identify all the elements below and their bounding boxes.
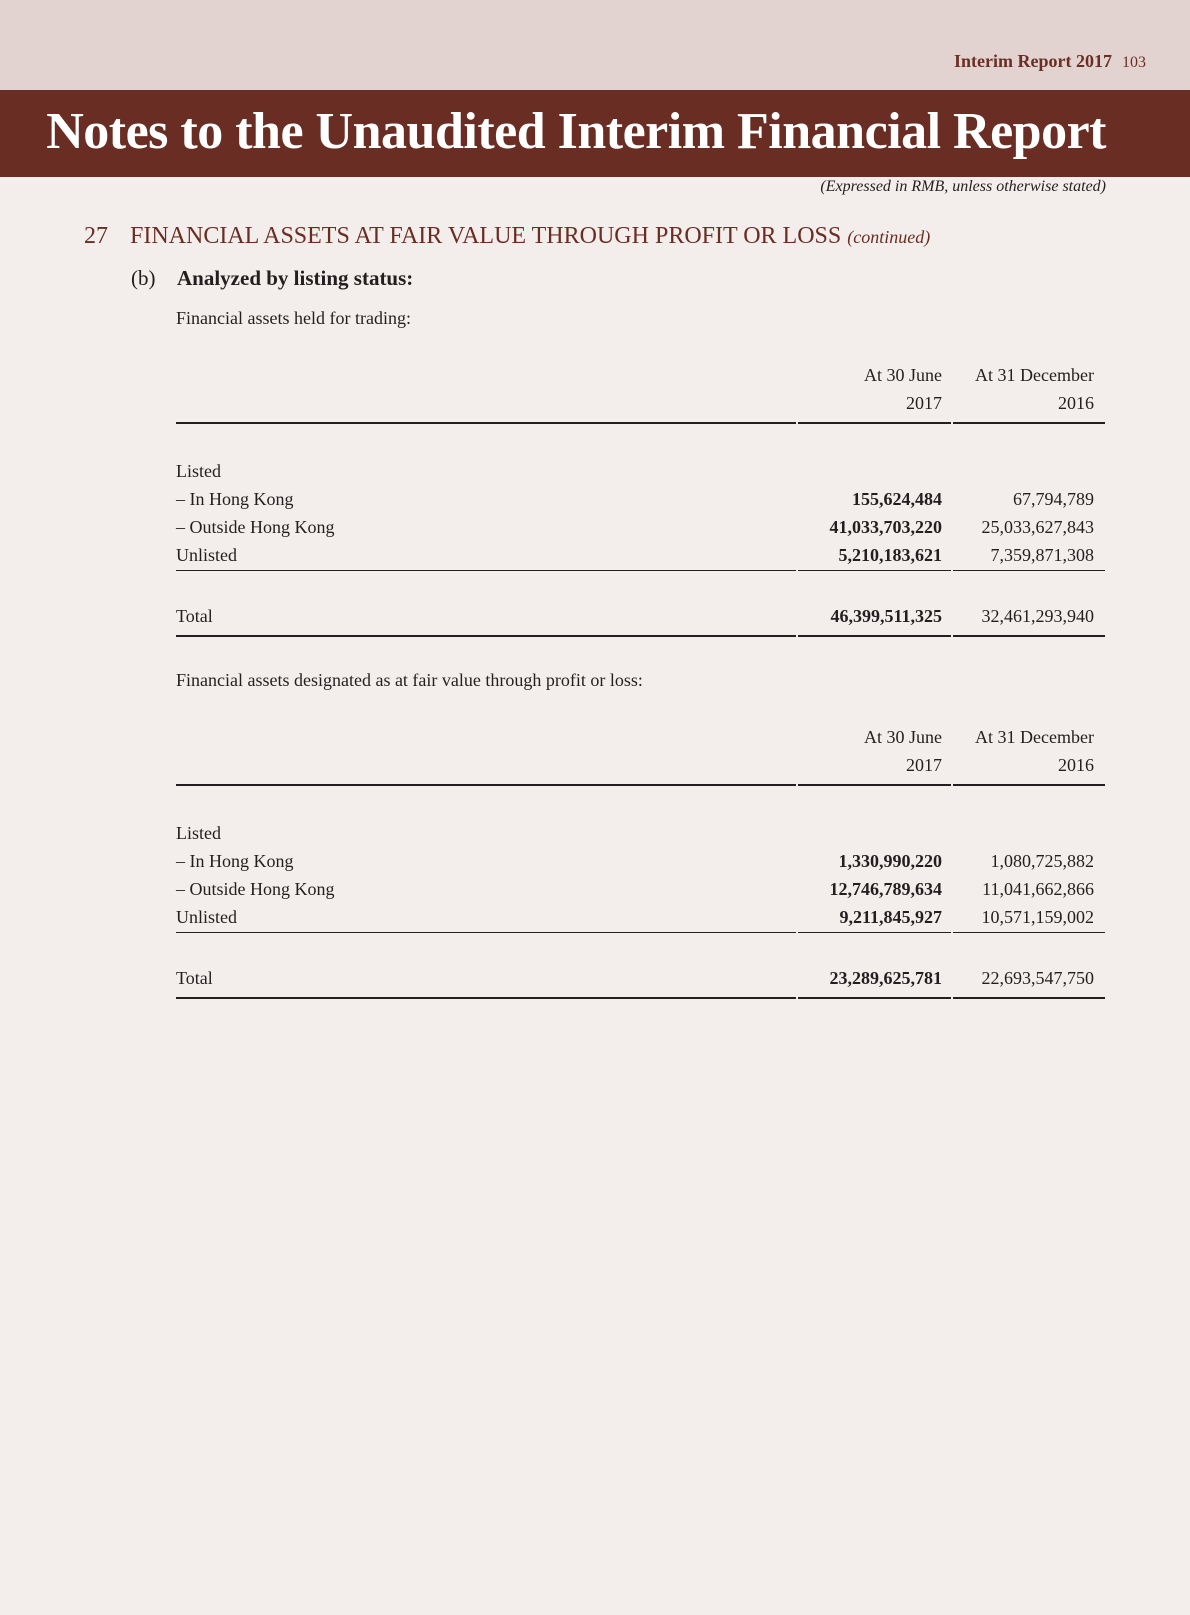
col-header-2017-line1: At 30 June <box>864 727 942 747</box>
column-gap <box>796 634 798 638</box>
col-header-2017-line1: At 30 June <box>864 365 942 385</box>
col-header-2016-line1: At 31 December <box>975 727 1094 747</box>
col-header-2017-line2: 2017 <box>906 393 942 413</box>
column-gap <box>796 569 798 572</box>
total-2017: 46,399,511,325 <box>830 606 942 626</box>
column-gap <box>796 931 798 934</box>
total-label: Total <box>176 968 213 988</box>
total-rule <box>176 635 1105 637</box>
table-row <box>176 457 1105 485</box>
col-header-2017-line2: 2017 <box>906 755 942 775</box>
col-header-2016-line1: At 31 December <box>975 365 1094 385</box>
section-number: 27 <box>84 223 108 249</box>
table-caption: Financial assets held for trading: <box>176 308 411 328</box>
value-2017: 5,210,183,621 <box>838 545 942 565</box>
table-row <box>176 903 1105 931</box>
value-2016: 11,041,662,866 <box>982 879 1094 899</box>
row-label: Unlisted <box>176 907 237 927</box>
value-2017: 155,624,484 <box>852 489 942 509</box>
column-gap <box>796 421 798 425</box>
table-row <box>176 513 1105 541</box>
top-band <box>0 0 1190 90</box>
total-2016: 22,693,547,750 <box>981 968 1094 988</box>
column-gap <box>951 996 953 1000</box>
sub-heading <box>131 266 413 291</box>
value-2017: 1,330,990,220 <box>838 851 942 871</box>
header-rule <box>176 784 1105 786</box>
section-title: FINANCIAL ASSETS AT FAIR VALUE THROUGH PROFIT OR LOSS <box>130 223 842 249</box>
row-label: – In Hong Kong <box>176 489 294 509</box>
row-label: – In Hong Kong <box>176 851 294 871</box>
table-row <box>176 819 1105 847</box>
value-2017: 41,033,703,220 <box>829 517 942 537</box>
header-rule <box>176 422 1105 424</box>
table-total-row <box>176 602 1105 630</box>
table-total-row <box>176 964 1105 992</box>
column-gap <box>951 931 953 934</box>
table-row <box>176 847 1105 875</box>
subtotal-rule <box>176 570 1105 571</box>
column-gap <box>796 783 798 787</box>
value-2017: 12,746,789,634 <box>829 879 942 899</box>
sub-label: (b) <box>131 266 156 290</box>
row-label: Listed <box>176 823 221 843</box>
total-2016: 32,461,293,940 <box>981 606 1094 626</box>
column-gap <box>951 634 953 638</box>
value-2016: 25,033,627,843 <box>981 517 1094 537</box>
column-gap <box>951 783 953 787</box>
page-title: Notes to the Unaudited Interim Financial Report <box>46 103 1106 160</box>
col-header-2016-line2: 2016 <box>1058 393 1094 413</box>
table-row <box>176 875 1105 903</box>
row-label: Unlisted <box>176 545 237 565</box>
value-2016: 10,571,159,002 <box>981 907 1094 927</box>
total-2017: 23,289,625,781 <box>829 968 942 988</box>
table-row <box>176 485 1105 513</box>
value-2016: 7,359,871,308 <box>990 545 1094 565</box>
continued-label: (continued) <box>847 227 931 247</box>
row-label: – Outside Hong Kong <box>176 879 335 899</box>
table-row <box>176 541 1105 569</box>
column-gap <box>951 569 953 572</box>
currency-note: (Expressed in RMB, unless otherwise stated) <box>820 178 1106 195</box>
row-label: – Outside Hong Kong <box>176 517 335 537</box>
value-2017: 9,211,845,927 <box>839 907 942 927</box>
title-band <box>0 90 1190 177</box>
sub-title: Analyzed by listing status: <box>177 266 414 290</box>
running-header <box>954 51 1146 72</box>
value-2016: 1,080,725,882 <box>990 851 1094 871</box>
subtotal-rule <box>176 932 1105 933</box>
page-number: 103 <box>1122 54 1146 71</box>
table-caption: Financial assets designated as at fair value through profit or loss: <box>176 670 643 690</box>
value-2016: 67,794,789 <box>1013 489 1094 509</box>
row-label: Listed <box>176 461 221 481</box>
column-gap <box>951 421 953 425</box>
total-rule <box>176 997 1105 999</box>
report-name: Interim Report 2017 <box>954 51 1112 71</box>
total-label: Total <box>176 606 213 626</box>
column-gap <box>796 996 798 1000</box>
section-heading <box>84 223 930 250</box>
col-header-2016-line2: 2016 <box>1058 755 1094 775</box>
